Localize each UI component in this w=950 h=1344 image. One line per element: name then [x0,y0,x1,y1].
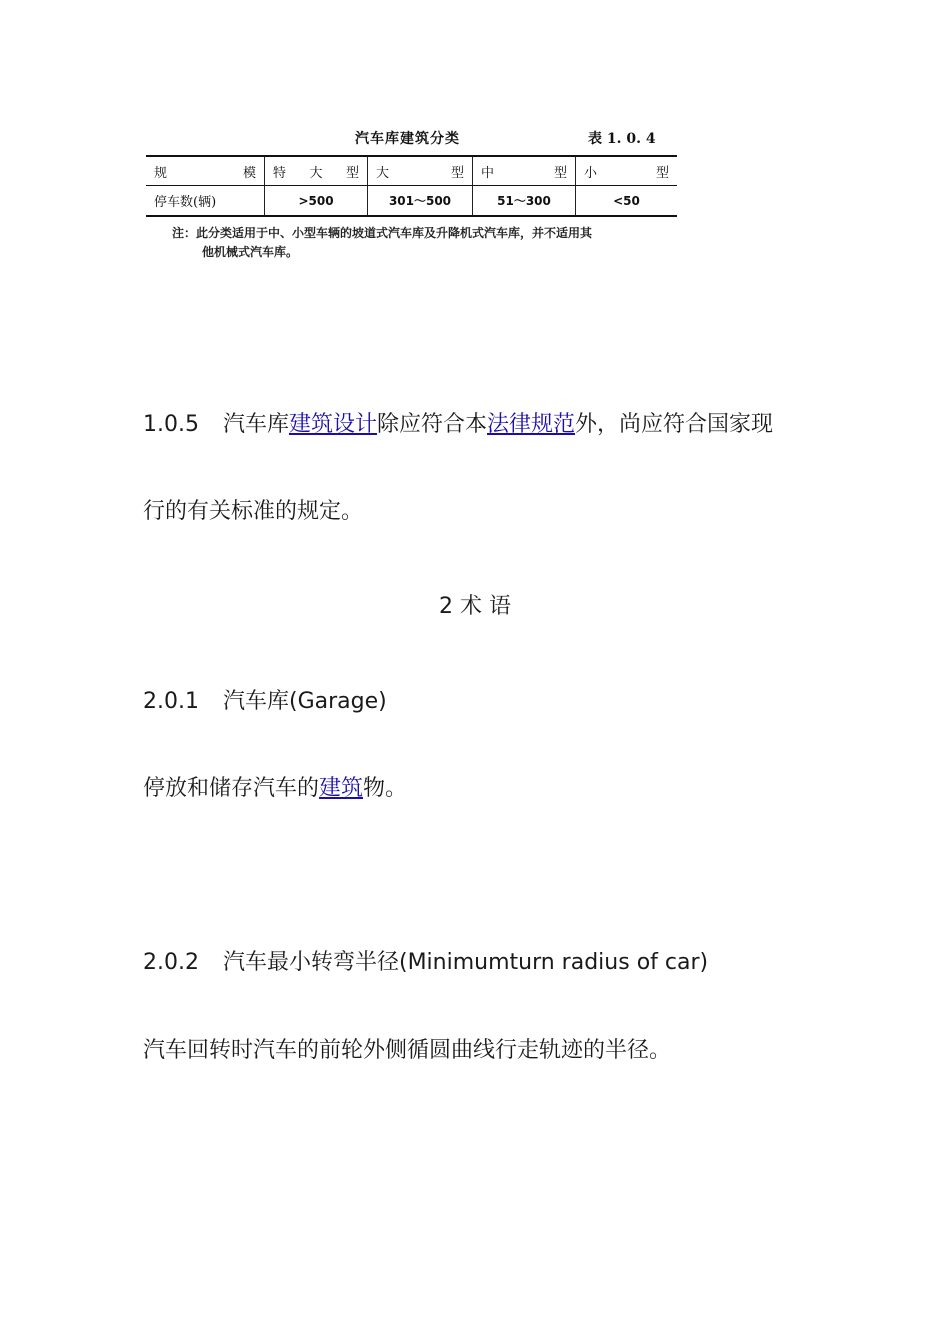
building-classification-table [146,155,677,217]
value-medium: 51～300 [473,186,576,217]
header-medium: 中 型 [473,156,576,186]
value-small: <50 [576,186,678,217]
value-extra-large: >500 [265,186,368,217]
term-201-title [143,687,387,717]
legal-norms-link[interactable]: 法律规范 [487,412,576,437]
term-201-definition: 停放和储存汽车的建筑物。 [143,776,408,801]
building-link[interactable]: 建筑 [319,776,364,801]
clause-105-line2: 行的有关标准的规定。 [143,499,364,524]
table-row [146,186,677,217]
term-number: 2.0.2 [143,950,199,975]
chapter-heading: 2 术 语 [439,594,511,619]
term-202-definition: 汽车回转时汽车的前轮外侧循圆曲线行走轨迹的半径。 [143,1038,672,1063]
header-small: 小 型 [576,156,678,186]
table-note-line2: 他机械式汽车库。 [202,245,299,259]
term-202-title [143,948,708,978]
header-large: 大 型 [368,156,473,186]
table-number: 表 1. 0. 4 [588,131,656,147]
table-header-row [146,156,677,186]
term-title: 汽车库(Garage) [222,689,387,714]
table-note [172,224,687,262]
table-caption: 汽车库建筑分类 [355,131,460,147]
term-title: 汽车最小转弯半径(Minimumturn radius of car) [222,950,709,975]
clause-number: 1.0.5 [143,412,199,437]
building-design-link[interactable]: 建筑设计 [289,412,378,437]
term-number: 2.0.1 [143,689,199,714]
row-label: 停车数(辆) [146,186,265,217]
table-note-line1: 注：此分类适用于中、小型车辆的坡道式汽车库及升降机式汽车库，并不适用其 [172,226,593,240]
header-scale: 规 模 [146,156,265,186]
header-extra-large: 特 大 型 [265,156,368,186]
value-large: 301～500 [368,186,473,217]
clause-105-line1: 1.0.5 汽车库建筑设计除应符合本法律规范外，尚应符合国家现 [143,412,774,437]
